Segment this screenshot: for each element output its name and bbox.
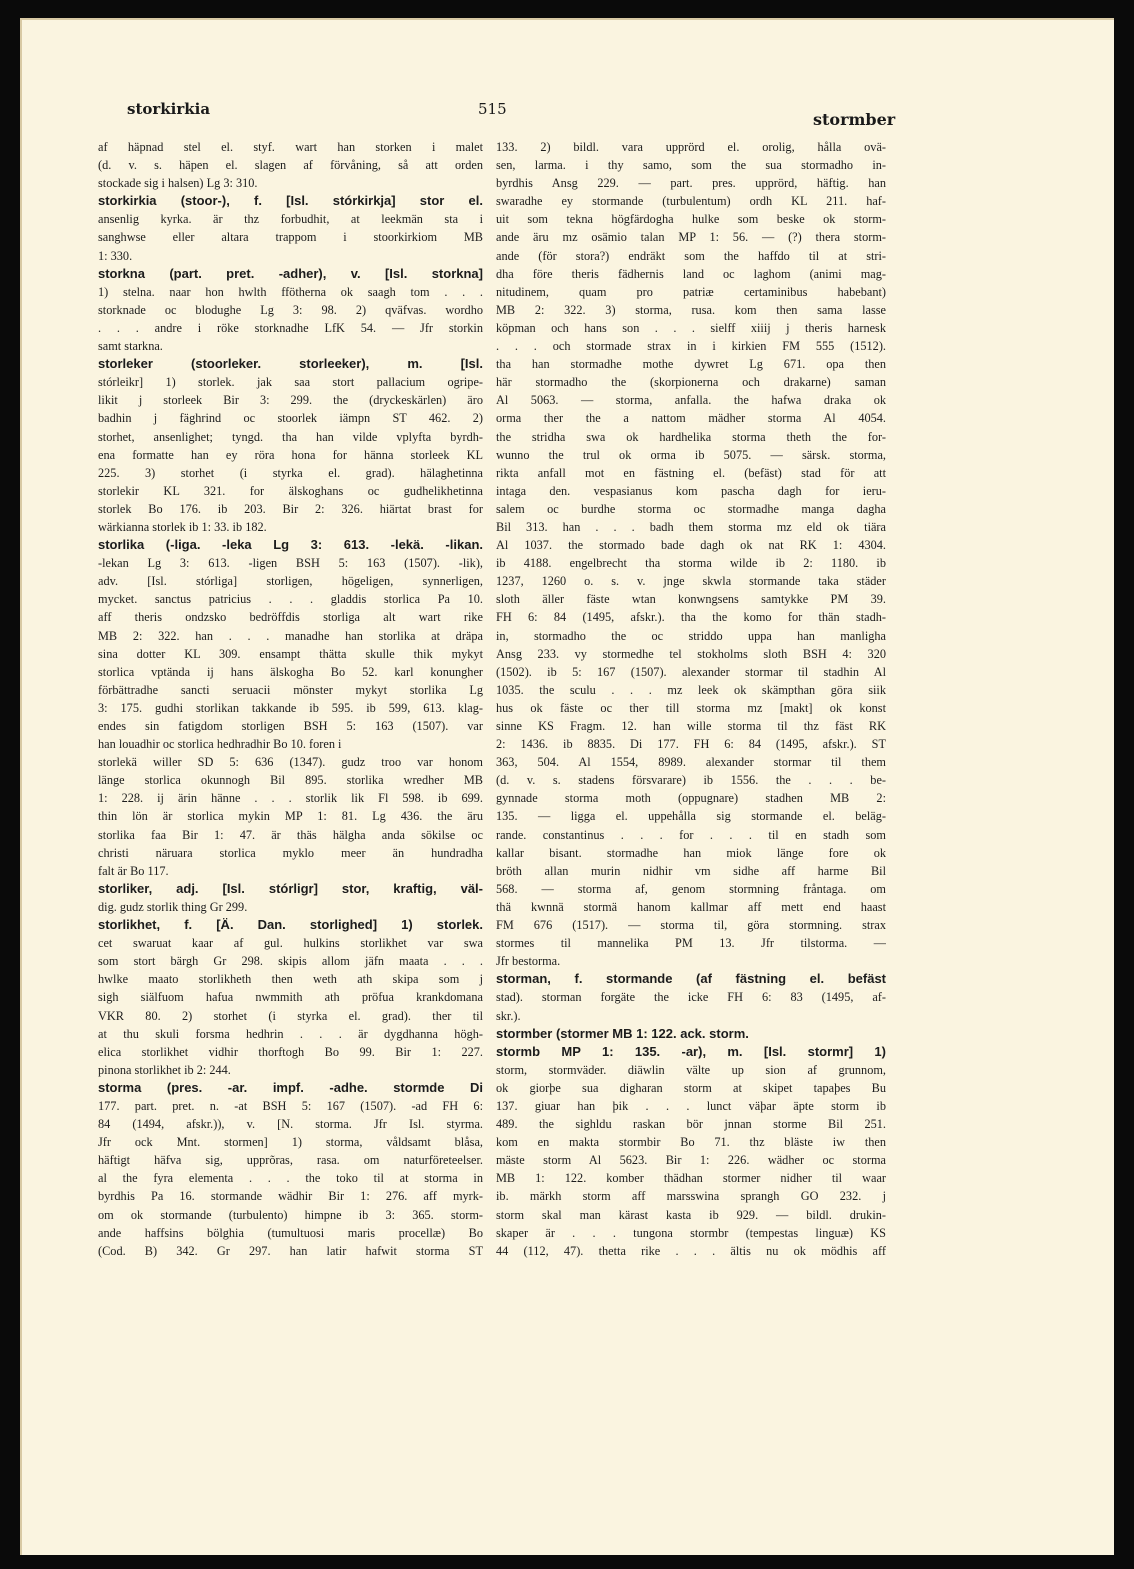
text-line: ansenlig kyrka. är thz forbudhit, at leekmän sta i [98, 212, 483, 227]
text-line: 133. 2) bildl. vara upprörd el. orolig, hålla ovä- [496, 140, 886, 154]
text-line: storliker, adj. [Isl. stórligr] stor, kraftig, väl- [98, 880, 483, 896]
text-line: FH 6: 84 (1495, afskr.). tha the komo for thän stadh- [496, 610, 886, 625]
text-line: 135. — ligga el. uppehålla sig stormande el. beläg- [496, 809, 886, 824]
text-line: storkna (part. pret. -adher), v. [Isl. storkna] [98, 265, 483, 281]
text-line: Al 1037. the stormado bade dagh ok nat RK 1: 4304. [496, 538, 886, 553]
text-line: storm, stormväder. diäwlin välte up sion af grunnom, [496, 1062, 886, 1077]
text-line: ena formatte han ey röra hona for hänna storleek KL [98, 447, 483, 462]
text-line: (1502). ib 5: 167 (1507). alexander stormar til stadhin Al [496, 664, 886, 679]
text-line: sinne KS Fragm. 12. han wille storma til thz fäst RK [496, 719, 886, 733]
text-line: MB 2: 322. 3) storma, rusa. kom then sama lasse [496, 302, 886, 317]
text-line: byrdhis Ansg 229. — part. pres. upprörd, häftig. han [496, 176, 886, 191]
text-line: FM 676 (1517). — storma til, göra stormning. strax [496, 918, 886, 933]
text-line: ok giorþe sua digharan storm at skipet tapaþes Bu [496, 1080, 886, 1095]
text-line: (d. v. s. häpen el. slagen af förvåning, så att orden [98, 158, 483, 173]
text-line: storlika faa Bir 1: 47. är thäs hälgha anda sökilse oc [98, 827, 483, 842]
text-line: 2: 1436. ib 8835. Di 177. FH 6: 84 (1495, afskr.). ST [496, 737, 886, 752]
text-line: storma (pres. -ar. impf. -adhe. stormde Di [98, 1079, 483, 1095]
text-line: adv. [Isl. stórliga] storligen, högeligen, synnerligen, [98, 574, 483, 589]
text-line: wunno the trul ok orma ib 5075. — särsk. storma, [496, 447, 886, 462]
text-line: endes sin fatigdom storligen BSH 5: 163 (1507). var [98, 719, 483, 733]
text-line: sen, larma. i thy samo, som the sua stormadho in- [496, 158, 886, 173]
text-line: falt är Bo 117. [98, 863, 169, 878]
text-line: intaga den. vespasianus kom pascha dagh for ieru- [496, 483, 886, 498]
text-line: byrdhis Pa 16. stormande wädhir Bir 1: 276. aff myrk- [98, 1189, 483, 1204]
text-line: sanghwse eller altara trappom i stoorkirkiom MB [98, 230, 483, 245]
text-line: af häpnad stel el. styf. wart han storken i malet [98, 140, 483, 154]
text-line: 1237, 1260 o. s. v. jnge skwla stormande taka städer [496, 574, 886, 589]
text-line: stormb MP 1: 135. -ar), m. [Isl. stormr] 1) [496, 1043, 886, 1059]
text-line: uit som tekna högfärdogha hulke som beske ok storm- [496, 212, 886, 227]
page-number: 515 [478, 100, 507, 118]
text-line: thä kwnnä stormä hanom kallmar aff mett end haast [496, 899, 886, 914]
text-line: stockade sig i halsen) Lg 3: 310. [98, 176, 258, 191]
left-column [98, 138, 483, 1260]
text-line: häftigt häfva sig, upprõras, rasa. om naturföreteelser. [98, 1153, 483, 1168]
text-line: 1: 228. ij ärin hänne . . . storlik lik Fl 598. ib 699. [98, 791, 483, 806]
text-line: stormber (stormer MB 1: 122. ack. storm. [496, 1025, 749, 1041]
text-line: hus ok fäste oc ther till storma mz [makt] ok konst [496, 700, 886, 715]
text-line: VKR 80. 2) storhet (i styrka el. grad). ther til [98, 1008, 483, 1023]
text-line: 1) stelna. naar hon hwlth fföthernа ok saagh tom . . . [98, 284, 483, 299]
text-line: rande. constantinus . . . for . . . til en stadh som [496, 827, 886, 842]
text-line: köpman och hans son . . . sielff xiiij j theris harnesk [496, 320, 886, 335]
text-line: the stridha swa ok hardhelika storma theth the for- [496, 429, 886, 444]
text-line: stad). storman forgäte the icke FH 6: 83 (1495, af- [496, 990, 886, 1005]
text-line: 84 (1494, afskr.)), v. [N. storma. Jfr Isl. styrma. [98, 1117, 483, 1132]
text-line: kom en makta stormbir Bo 71. thz bläste iw then [496, 1135, 886, 1150]
text-line: storlica vptända ij hans älskogha Bo 52. karl konungher [98, 664, 483, 679]
text-line: swaradhe ey stormande (turbulentum) ordh KL 211. haf- [496, 194, 886, 209]
text-line: Al 5063. — storma, anfalla. the hafwa draka ok [496, 393, 886, 408]
text-line: . . . andre i röke storknadhe LfK 54. — Jfr storkin [98, 320, 483, 335]
text-line: storlekir KL 321. for älskoghans oc gudhelikhetinna [98, 483, 483, 498]
text-line: at thu skuli forsma hedhrin . . . är dygdhanna högh- [98, 1026, 483, 1041]
text-line: storknade oc blodughe Lg 3: 98. 2) qväfvas. wordho [98, 302, 483, 317]
text-line: rikta anfall mot en fästning el. (befäst) stad för att [496, 465, 886, 480]
text-line: han louadhir oc storlica hedhradhir Bo 10. foren i [98, 737, 342, 752]
text-line: al the fyra elementa . . . the toko til at storma in [98, 1171, 483, 1186]
text-line: (d. v. s. stadens försvarare) ib 1556. the . . . be- [496, 773, 886, 788]
text-line: 177. part. pret. n. -at BSH 5: 167 (1507). -ad FH 6: [98, 1098, 483, 1113]
text-line: MB 1: 122. komber thädhan stormer nidher til waar [496, 1171, 886, 1186]
text-line: pinona storlikhet ib 2: 244. [98, 1062, 231, 1077]
text-line: skaper är . . . tungona stormbr (tempestas linguæ) KS [496, 1225, 886, 1240]
text-line: storkirkia (stoor-), f. [Isl. stórkirkja] stor el. [98, 193, 483, 209]
text-line: storlikhet, f. [Ä. Dan. storlighed] 1) storlek. [98, 917, 483, 933]
text-line: tha han stormadhe mothe dywret Lg 671. opa then [496, 357, 886, 372]
text-line: Jfr bestorma. [496, 954, 561, 969]
text-line: storhet, ansenlighet; tyngd. tha han vilde vplyfta byrdh- [98, 429, 483, 444]
text-line: orma ther the a nattom mädher storma Al 4054. [496, 411, 886, 426]
running-head-left: storkirkia [127, 100, 211, 118]
text-line: cet swaruat kaar af gul. hulkins storlikhet var swa [98, 936, 483, 951]
text-line: (Cod. B) 342. Gr 297. han latir hafwit storma ST [98, 1243, 483, 1258]
text-line: stormes til mannelika PM 13. Jfr tilstorma. — [496, 936, 886, 951]
text-line: elica storlikhet vidhir thorftogh Bo 99. Bir 1: 227. [98, 1044, 483, 1059]
text-line: 1: 330. [98, 248, 133, 263]
text-line: här stormadho the (skorpionerna och drakarne) saman [496, 375, 886, 390]
running-head-right: stormber [813, 110, 896, 129]
text-line: storleker (stoorleker. storleeker), m. [Isl. [98, 356, 483, 372]
text-line: stórleikr] 1) storlek. jak saa stort pallacium ogripe- [98, 375, 483, 390]
text-line: ib 4188. engelbrecht tha storma wilde ib 2: 1180. ib [496, 556, 886, 571]
text-line: . . . och stormade strax in i kirkien FM 555 (1512). [496, 339, 886, 354]
right-column [496, 138, 886, 1260]
text-line: Ansg 233. vy stormedhe tel stokholms sloth BSH 4: 320 [496, 646, 886, 661]
text-line: länge storlica okunnogh Bil 895. storlika wredher MB [98, 773, 483, 788]
text-line: kallar bisant. stormadhe han miok länge fore ok [496, 845, 886, 860]
text-line: bröth allan murin nidhir vm sidhe aff harme Bil [496, 863, 886, 878]
text-line: ande haffsins bölghia (tumultuosi maris procellæ) Bo [98, 1225, 483, 1240]
text-line: salem oc burdhe storma oc stormadhe manga dagha [496, 501, 886, 516]
text-line: 1035. the sculu . . . mz leek ok skämpthan göra siik [496, 682, 886, 697]
text-line: likit j storleek Bir 3: 299. the (dryckeskärlen) äro [98, 393, 483, 408]
text-line: 489. the sighldu raskan bör jnnan storme Bil 251. [496, 1117, 886, 1132]
text-line: nitudinem, quam pro patriæ certaminibus habebant) [496, 284, 886, 299]
text-line: om ok stormande (turbulento) himpne ib 3: 365. storm- [98, 1207, 483, 1222]
text-line: som stort bärgh Gr 298. skipis allom jäfn maata . . . [98, 954, 483, 969]
text-line: aff theris ondzsko bedröffdis storliga alt wart rike [98, 610, 483, 625]
text-line: thin lön är storlica mykin MP 1: 81. Lg 436. the äru [98, 809, 483, 824]
text-line: sina dotter KL 309. ensampt thätta skulle thik mykyt [98, 646, 483, 661]
text-line: 3: 175. gudhi storlikan takkande ib 595. ib 599, 613. klag- [98, 700, 483, 715]
text-line: skr.). [496, 1008, 521, 1023]
text-line: gynnade storma moth (oppugnare) stadhen MB 2: [496, 791, 886, 806]
text-line: storlika (-liga. -leka Lg 3: 613. -lekä. -likan. [98, 537, 483, 553]
text-line: storlek Bo 176. ib 203. Bir 2: 326. hiärtat brast for [98, 501, 483, 516]
text-line: sloth äller fäste wtan konwngsens samtykke PM 39. [496, 592, 886, 607]
text-line: wärkianna storlek ib 1: 33. ib 182. [98, 519, 267, 534]
text-line: hwlke maato storlikheth then weth ath skipa som j [98, 972, 483, 987]
text-line: samt starkna. [98, 339, 163, 354]
text-line: storman, f. stormande (af fästning el. befäst [496, 971, 886, 987]
text-line: dig. gudz storlik thing Gr 299. [98, 899, 248, 914]
text-line: -lekan Lg 3: 613. -ligen BSH 5: 163 (1507). -lik), [98, 556, 483, 571]
text-line: 137. giuar han þik . . . lunct väþar äpte storm ib [496, 1098, 886, 1113]
text-line: förbättradhe sancti seruacii mönster mykyt storlika Lg [98, 682, 483, 697]
text-line: sigh siälfuom hafua nwmmith ath pröfua krankdomana [98, 990, 483, 1005]
text-line: 363, 504. Al 1554, 8989. alexander stormar til them [496, 755, 886, 770]
text-line: storm skal man kärast kasta ib 929. — bildl. drukin- [496, 1207, 886, 1222]
text-line: ande (för stora?) endräkt som the haffdo til at stri- [496, 248, 886, 263]
text-line: 568. — storma af, genom stormning fråntaga. om [496, 881, 886, 896]
text-line: mycket. sanctus patricius . . . gladdis storlica Pa 10. [98, 592, 483, 607]
text-line: storlekä willer SD 5: 636 (1347). gudz troo var honom [98, 755, 483, 770]
text-line: ib. märkh storm aff marsswina sprangh GO 232. j [496, 1189, 886, 1204]
text-line: 44 (112, 47). thetta rike . . . ältis nu ok mödhis aff [496, 1243, 886, 1258]
text-line: badhin j fäghrind oc stoorlek iämpn ST 462. 2) [98, 411, 483, 426]
text-line: MB 2: 322. han . . . manadhe han storlika at dräpa [98, 628, 483, 643]
text-line: dha före theris fädhernis land oc laghom (animi mag- [496, 266, 886, 281]
text-line: mäste storm Al 5623. Bir 1: 226. wädher oc storma [496, 1153, 886, 1168]
text-line: Jfr ock Mnt. stormen] 1) storma, våldsamt blåsa, [98, 1135, 483, 1150]
text-line: in, stormadho the oc striddo uppa han manligha [496, 628, 886, 643]
text-line: christi näruara storlica myklo meer än hundradha [98, 845, 483, 860]
text-line: 225. 3) storhet (i styrka el. grad). hälaghetinna [98, 465, 483, 480]
text-line: ande äru mz osämio talan MP 1: 56. — (?) thera storm- [496, 230, 886, 245]
text-line: Bil 313. han . . . badh them storma mz eld ok tiära [496, 519, 886, 534]
